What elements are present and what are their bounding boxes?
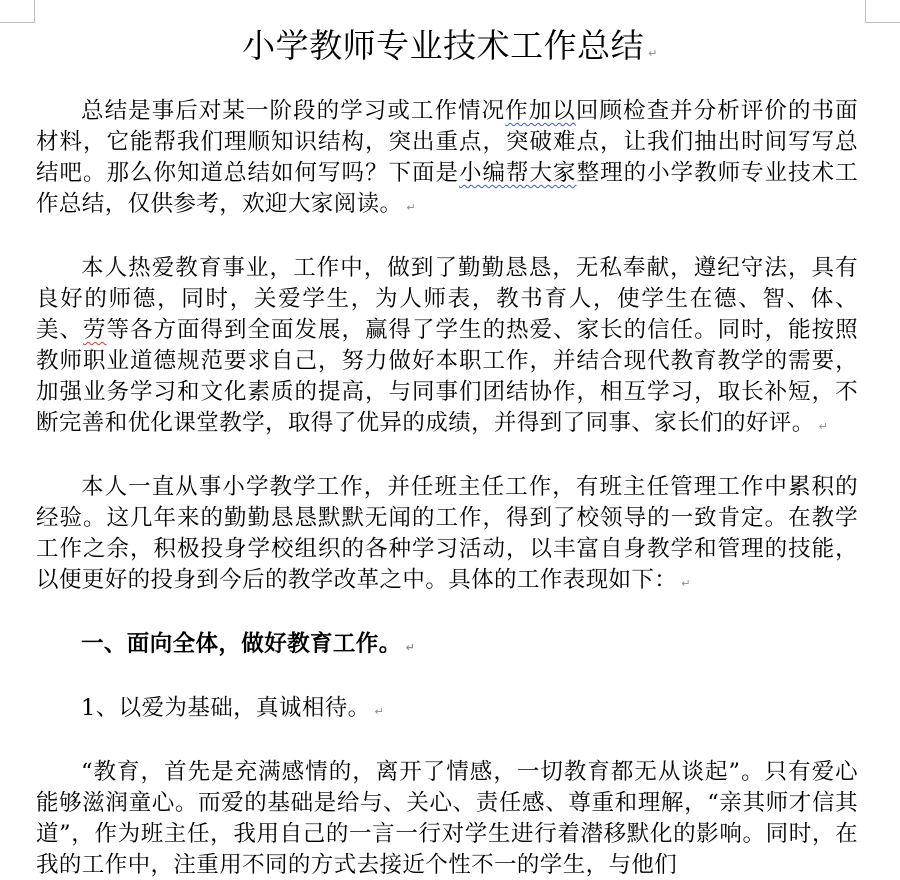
body-paragraph-1[interactable] bbox=[36, 253, 858, 442]
section-heading-1[interactable] bbox=[36, 629, 858, 663]
paragraph-mark-icon: ↵ bbox=[648, 47, 658, 60]
section-heading-text: 一、面向全体，做好教育工作。 bbox=[81, 631, 402, 657]
intro-text-3: 整理的小学教师专业技术工作总结，仅供参考，欢迎大家阅读。 bbox=[36, 160, 858, 217]
document-body[interactable] bbox=[36, 96, 858, 880]
paragraph-mark-icon: ↵ bbox=[406, 201, 417, 214]
p2-text: 本人一直从事小学教学工作，并任班主任工作，有班主任管理工作中累积的经验。这几年来的勤勤恳恳默默无闻的工作，得到了校领导的一致肯定。在教学工作之余，积极投身学校组织的各种学习活动，以丰富自身教学和管理的技能，以便更好的投身到今后的教学改革之中。具体的工作表现如下： bbox=[36, 474, 858, 593]
p3-text: “教育，首先是充满感情的，离开了情感，一切教育都无从谈起”。只有爱心能够滋润童心。而爱的基础是给与、关心、责任感、尊重和理解，“亲其师才信其道”，作为班主任，我用自己的一言一行对学生进行着潜移默化的影响。同时，在我的工作中，注重用不同的方式去接近个性不一的学生，与他们 bbox=[36, 759, 858, 878]
intro-paragraph[interactable] bbox=[36, 96, 858, 223]
top-left-margin-marker bbox=[0, 0, 35, 23]
subsection-heading-1[interactable] bbox=[36, 693, 858, 727]
document-title-text: 小学教师专业技术工作总结 bbox=[242, 26, 645, 65]
paragraph-mark-icon: ↵ bbox=[681, 577, 691, 590]
p1-text-2: 等各方面得到全面发展，赢得了学生的热爱、家长的信任。同时，能按照教师职业道德规范要求自己，努力做好本职工作，并结合现代教育教学的需要，加强业务学习和文化素质的提高，与同事们团结协作，相互学习，取长补短，不断完善和优化课堂教学，取得了优异的成绩，并得到了同事、家长们的好评。 bbox=[36, 317, 858, 436]
spelling-flagged-text[interactable]: 劳 bbox=[83, 317, 107, 343]
paragraph-mark-icon: ↵ bbox=[405, 641, 416, 654]
top-right-margin-marker bbox=[865, 0, 900, 23]
body-paragraph-3[interactable] bbox=[36, 757, 858, 880]
body-paragraph-2[interactable] bbox=[36, 472, 858, 599]
intro-text-1: 总结是事后对某一阶段的学习或工作情况 bbox=[81, 98, 506, 124]
document-title[interactable] bbox=[0, 24, 900, 76]
grammar-flagged-text[interactable]: 小编帮大家 bbox=[459, 160, 577, 186]
p1-text-1: 本人热爱教育事业，工作中，做到了勤勤恳恳，无私奉献，遵纪守法，具有良好的师德，同时，关爱学生，为人师表，教书育人，使学生在德、智、体、美、 bbox=[36, 255, 858, 343]
paragraph-mark-icon: ↵ bbox=[374, 705, 385, 718]
paragraph-mark-icon: ↵ bbox=[818, 420, 829, 433]
subsection-heading-text: 1、以爱为基础，真诚相待。 bbox=[81, 695, 371, 721]
intro-text-2: 回顾检查并分析评价的书面材料，它能帮我们理顺知识结构，突出重点，突破难点，让我们抽出时间写写总结吧。那么你知道总结如何写吗？下面是 bbox=[36, 98, 858, 186]
grammar-flagged-text[interactable]: 作加以 bbox=[505, 98, 576, 124]
